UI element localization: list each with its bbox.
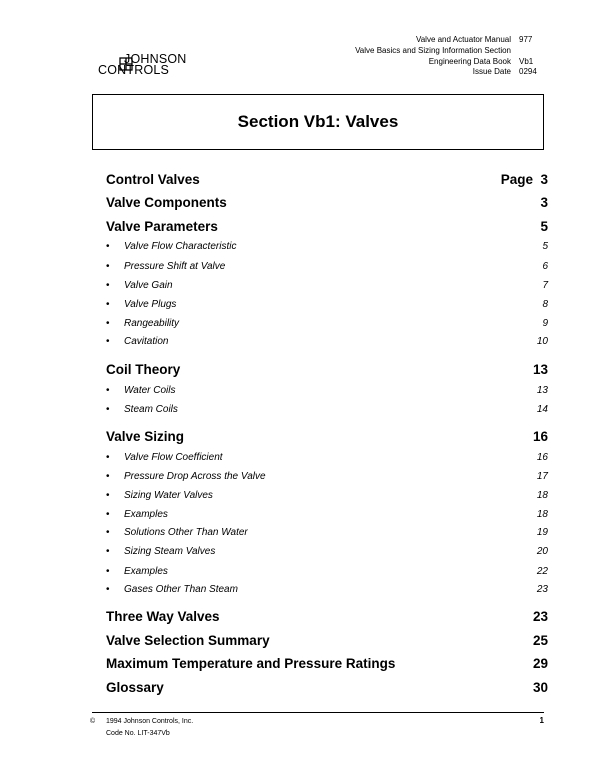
toc-entry-page: 25 bbox=[532, 633, 548, 648]
toc-subentry[interactable] bbox=[106, 404, 548, 415]
bullet-icon: • bbox=[106, 490, 110, 501]
toc-subentry-page: 18 bbox=[536, 490, 548, 501]
toc-subentry[interactable] bbox=[106, 318, 548, 329]
toc-entry[interactable] bbox=[106, 656, 548, 671]
toc-entry-page: 3 bbox=[540, 172, 548, 187]
copyright-symbol: © bbox=[90, 718, 96, 725]
footer-code: Code No. LIT-347Vb bbox=[106, 730, 170, 737]
toc-subentry-page: 10 bbox=[536, 336, 548, 347]
header-label: Valve Basics and Sizing Information Section bbox=[355, 45, 511, 55]
toc-subentry-page: 13 bbox=[536, 385, 548, 396]
footer-copyright-line bbox=[90, 716, 193, 728]
toc-subentry-label: Solutions Other Than Water bbox=[124, 527, 248, 538]
johnson-controls-logo-mark-icon bbox=[119, 57, 133, 71]
toc-subentry[interactable] bbox=[106, 527, 548, 538]
toc-subentry-label: Sizing Steam Valves bbox=[124, 546, 216, 557]
toc-subentry-page: 8 bbox=[542, 299, 548, 310]
toc-entry-label: Valve Sizing bbox=[106, 429, 185, 444]
toc-subentry-page: 20 bbox=[536, 546, 548, 557]
header-row bbox=[355, 35, 548, 46]
toc-subentry-label: Water Coils bbox=[124, 385, 176, 396]
bullet-icon: • bbox=[106, 404, 110, 415]
bullet-icon: • bbox=[106, 509, 110, 520]
toc-subentry-page: 23 bbox=[536, 584, 548, 595]
header-label: Valve and Actuator Manual bbox=[415, 35, 511, 44]
toc-subentry-page: 5 bbox=[542, 241, 548, 252]
section-title-box bbox=[92, 94, 544, 150]
toc-subentry[interactable] bbox=[106, 566, 548, 577]
bullet-icon: • bbox=[106, 299, 110, 310]
toc-subentry-page: 22 bbox=[536, 566, 548, 577]
header-row bbox=[355, 46, 548, 57]
toc-subentry[interactable] bbox=[106, 452, 548, 463]
footer-divider bbox=[92, 712, 544, 713]
header-value: Vb1 bbox=[519, 56, 534, 66]
document-header bbox=[355, 35, 548, 78]
toc-entry-label: Coil Theory bbox=[106, 362, 181, 377]
bullet-icon: • bbox=[106, 261, 110, 272]
toc-entry[interactable] bbox=[106, 362, 548, 377]
toc-entry-label: Valve Components bbox=[106, 195, 227, 210]
toc-page-header: Page bbox=[500, 172, 533, 187]
bullet-icon: • bbox=[106, 527, 110, 538]
toc-entry-page: 13 bbox=[532, 362, 548, 377]
toc-entry[interactable] bbox=[106, 680, 548, 695]
bullet-icon: • bbox=[106, 452, 110, 463]
toc-entry[interactable] bbox=[106, 195, 548, 210]
toc-entry-label: Control Valves bbox=[106, 172, 200, 187]
toc-subentry-label: Valve Flow Coefficient bbox=[124, 452, 223, 463]
bullet-icon: • bbox=[106, 471, 110, 482]
toc-subentry[interactable] bbox=[106, 509, 548, 520]
bullet-icon: • bbox=[106, 546, 110, 557]
toc-subentry[interactable] bbox=[106, 299, 548, 310]
toc-subentry-label: Steam Coils bbox=[124, 404, 178, 415]
header-label: Engineering Data Book bbox=[428, 56, 511, 66]
footer-copyright: 1994 Johnson Controls, Inc. bbox=[106, 718, 194, 725]
section-title: Section Vb1: Valves bbox=[237, 112, 399, 131]
toc-subentry-label: Pressure Shift at Valve bbox=[124, 261, 226, 272]
toc-entry-label: Maximum Temperature and Pressure Ratings bbox=[106, 656, 396, 671]
toc-subentry[interactable] bbox=[106, 490, 548, 501]
toc-subentry[interactable] bbox=[106, 471, 548, 482]
toc-subentry-page: 16 bbox=[536, 452, 548, 463]
header-row bbox=[355, 67, 548, 78]
bullet-icon: • bbox=[106, 241, 110, 252]
toc-entry[interactable] bbox=[106, 633, 548, 648]
logo-line-2: CONTROLS bbox=[98, 63, 170, 77]
toc-subentry-page: 18 bbox=[536, 509, 548, 520]
toc-subentry-label: Valve Flow Characteristic bbox=[124, 241, 237, 252]
bullet-icon: • bbox=[106, 336, 110, 347]
bullet-icon: • bbox=[106, 566, 110, 577]
bullet-icon: • bbox=[106, 385, 110, 396]
footer bbox=[90, 716, 193, 740]
toc-entry-page: 30 bbox=[532, 680, 548, 695]
toc-subentry[interactable] bbox=[106, 261, 548, 272]
toc-entry-page: 23 bbox=[532, 609, 548, 624]
toc-subentry-label: Examples bbox=[124, 509, 168, 520]
bullet-icon: • bbox=[106, 584, 110, 595]
toc-subentry-label: Examples bbox=[124, 566, 168, 577]
header-value bbox=[511, 46, 548, 57]
toc-entry-label: Valve Parameters bbox=[106, 219, 218, 234]
toc-entry-label: Three Way Valves bbox=[106, 609, 220, 624]
toc-subentry-page: 19 bbox=[536, 527, 548, 538]
header-value: 977 bbox=[519, 35, 533, 44]
toc-entry-page: 16 bbox=[532, 429, 548, 444]
logo-line-1: JOHNSON bbox=[124, 52, 187, 66]
toc-subentry[interactable] bbox=[106, 385, 548, 396]
toc-subentry[interactable] bbox=[106, 336, 548, 347]
toc-subentry-page: 9 bbox=[542, 318, 548, 329]
header-label: Issue Date bbox=[472, 67, 511, 77]
toc-subentry[interactable] bbox=[106, 280, 548, 291]
toc-entry[interactable] bbox=[106, 609, 548, 624]
toc-subentry-page: 6 bbox=[542, 261, 548, 272]
toc-entry-page: 29 bbox=[532, 656, 548, 671]
toc-subentry-label: Cavitation bbox=[124, 336, 169, 347]
bullet-icon: • bbox=[106, 318, 110, 329]
header-row bbox=[355, 57, 548, 68]
toc-subentry-label: Gases Other Than Steam bbox=[124, 584, 238, 595]
toc-entry-label: Glossary bbox=[106, 680, 164, 695]
toc-subentry-page: 7 bbox=[542, 280, 548, 291]
toc-entry-label: Valve Selection Summary bbox=[106, 633, 270, 648]
bullet-icon: • bbox=[106, 280, 110, 291]
toc-entry[interactable] bbox=[106, 429, 548, 444]
toc-subentry-label: Rangeability bbox=[124, 318, 180, 329]
toc-subentry[interactable] bbox=[106, 546, 548, 557]
toc-entry-page: 5 bbox=[540, 219, 548, 234]
toc-entry-page: 3 bbox=[540, 195, 548, 210]
toc-subentry[interactable] bbox=[106, 241, 548, 252]
toc-subentry-label: Pressure Drop Across the Valve bbox=[124, 471, 266, 482]
toc-subentry-page: 14 bbox=[536, 404, 548, 415]
toc-subentry[interactable] bbox=[106, 584, 548, 595]
toc-subentry-label: Sizing Water Valves bbox=[124, 490, 213, 501]
footer-page-number: 1 bbox=[539, 716, 544, 725]
toc-subentry-label: Valve Gain bbox=[124, 280, 173, 291]
toc-entry[interactable] bbox=[106, 219, 548, 234]
company-logo bbox=[98, 54, 187, 76]
header-value: 0294 bbox=[519, 67, 537, 77]
toc-entry[interactable] bbox=[106, 172, 548, 187]
toc-subentry-page: 17 bbox=[536, 471, 548, 482]
toc-subentry-label: Valve Plugs bbox=[124, 299, 177, 310]
